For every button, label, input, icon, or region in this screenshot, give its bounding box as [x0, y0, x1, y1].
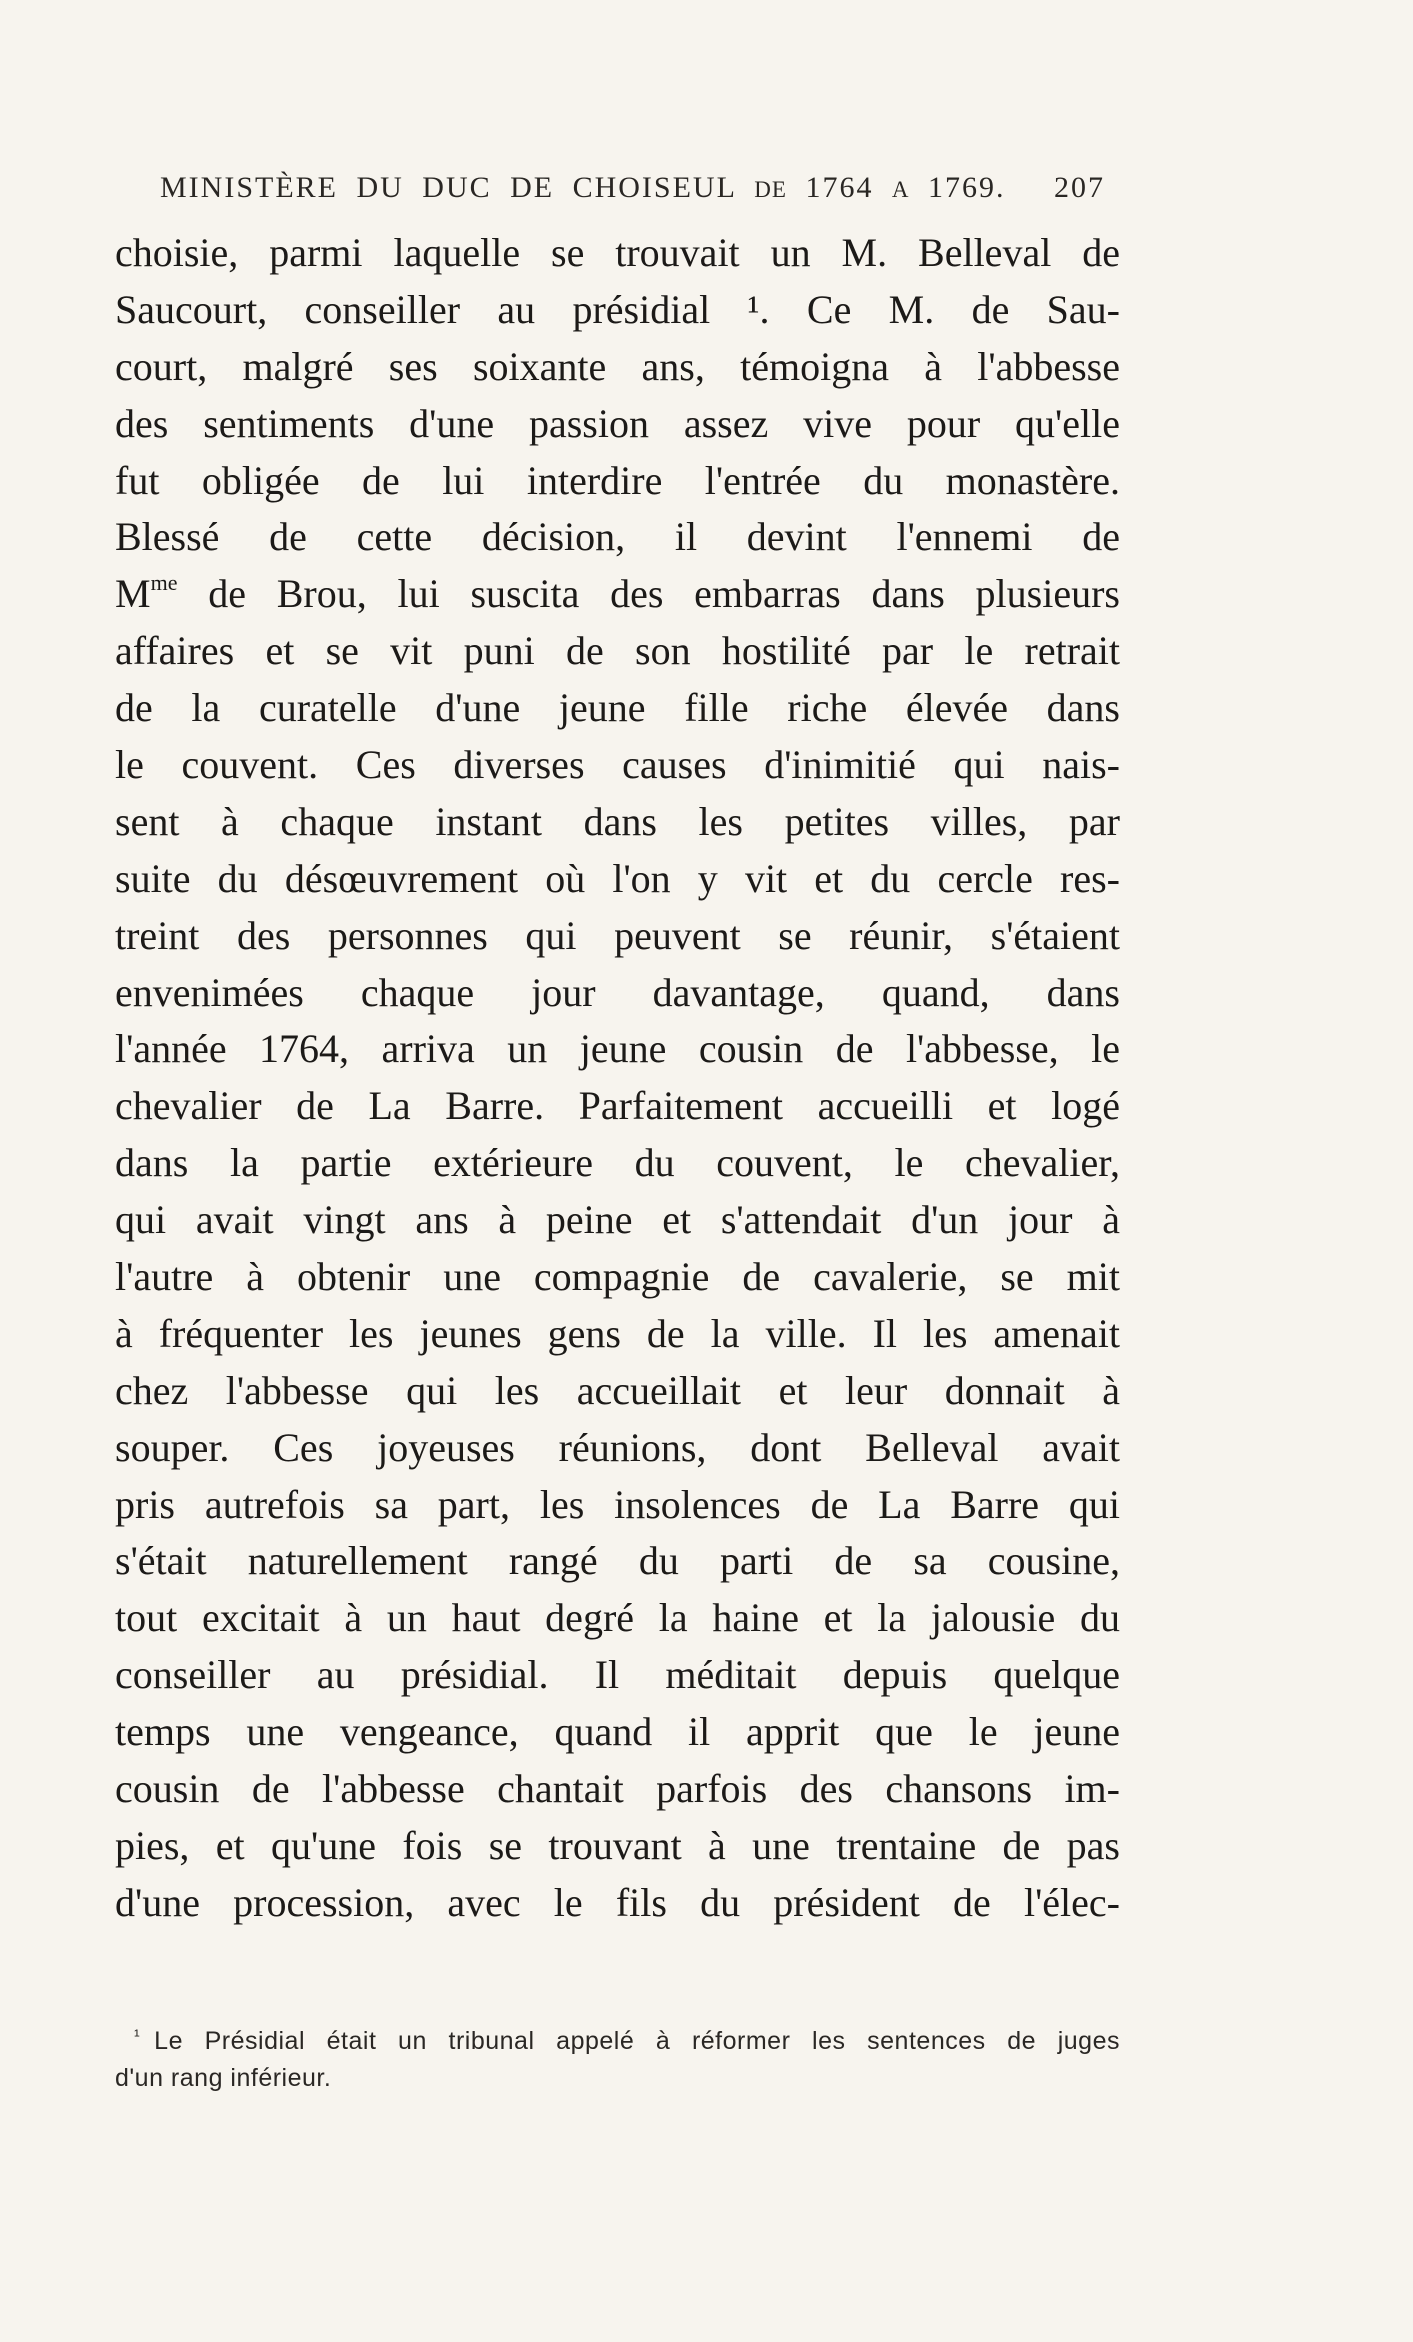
text-line: suite du désœuvrement où l'on y vit et du cercle res-: [115, 855, 1120, 901]
running-head-a: A: [891, 177, 910, 202]
running-head-title: MINISTÈRE DU DUC DE CHOISEUL: [160, 171, 736, 204]
text-line-madame: [115, 566, 1120, 623]
footnote-line: d'un rang inférieur.: [115, 2064, 332, 2092]
text-line: envenimées chaque jour davantage, quand, dans: [115, 969, 1120, 1015]
running-head-year-end: 1769.: [928, 171, 1006, 204]
text-line: à fréquenter les jeunes gens de la ville. Il les amenait: [115, 1310, 1120, 1356]
text-line: Saucourt, conseiller au présidial ¹. Ce M. de Sau-: [115, 286, 1120, 332]
running-head: [160, 168, 1105, 208]
footnote-mark: ¹: [134, 2026, 141, 2045]
text-line: conseiller au présidial. Il méditait depuis quelque: [115, 1652, 1120, 1698]
text-line: qui avait vingt ans à peine et s'attendait d'un jour à: [115, 1197, 1120, 1243]
text-line-rest: de Brou, lui suscita des embarras dans plusieurs: [177, 571, 1120, 617]
running-head-de: DE: [754, 177, 787, 202]
text-line: choisie, parmi laquelle se trouvait un M. Belleval de: [115, 230, 1120, 275]
text-line: temps une vengeance, quand il apprit que le jeune: [115, 1709, 1120, 1755]
text-line: s'était naturellement rangé du parti de sa cousine,: [115, 1538, 1120, 1584]
text-line: le couvent. Ces diverses causes d'inimitié qui nais-: [115, 742, 1120, 788]
text-line: dans la partie extérieure du couvent, le chevalier,: [115, 1140, 1120, 1186]
page-number: 207: [1054, 171, 1106, 204]
text-line: chez l'abbesse qui les accueillait et leur donnait à: [115, 1367, 1120, 1413]
text-line: l'année 1764, arriva un jeune cousin de l'abbesse, le: [115, 1026, 1120, 1072]
abbrev-superscript: me: [150, 570, 178, 596]
footnote-line: [115, 2015, 1120, 2057]
text-line: affaires et se vit puni de son hostilité par le retrait: [115, 628, 1120, 674]
text-line: court, malgré ses soixante ans, témoigna à l'abbesse: [115, 343, 1120, 389]
footnote-text: Le Présidial était un tribunal appelé à réformer les sentences de juges: [154, 2027, 1120, 2055]
body-text: [115, 225, 1120, 1932]
text-line: Blessé de cette décision, il devint l'ennemi de: [115, 514, 1120, 560]
text-line: treint des personnes qui peuvent se réunir, s'étaient: [115, 912, 1120, 958]
text-line: d'une procession, avec le fils du président de l'élec-: [115, 1879, 1120, 1925]
running-head-year-start: 1764: [805, 171, 874, 204]
abbrev-m: M: [115, 571, 151, 617]
text-line: l'autre à obtenir une compagnie de cavalerie, se mit: [115, 1254, 1120, 1300]
text-line: des sentiments d'une passion assez vive pour qu'elle: [115, 400, 1120, 446]
text-line: souper. Ces joyeuses réunions, dont Belleval avait: [115, 1424, 1120, 1470]
text-line: pris autrefois sa part, les insolences de La Barre qui: [115, 1481, 1120, 1527]
text-line: de la curatelle d'une jeune fille riche élevée dans: [115, 685, 1120, 731]
text-line: chevalier de La Barre. Parfaitement accueilli et logé: [115, 1083, 1120, 1129]
text-line: sent à chaque instant dans les petites villes, par: [115, 798, 1120, 844]
text-line: pies, et qu'une fois se trouvant à une trentaine de pas: [115, 1822, 1120, 1868]
footnote: [115, 2015, 1120, 2099]
text-line: fut obligée de lui interdire l'entrée du monastère.: [115, 457, 1120, 503]
text-line: tout excitait à un haut degré la haine et la jalousie du: [115, 1595, 1120, 1641]
text-line: cousin de l'abbesse chantait parfois des chansons im-: [115, 1766, 1120, 1812]
